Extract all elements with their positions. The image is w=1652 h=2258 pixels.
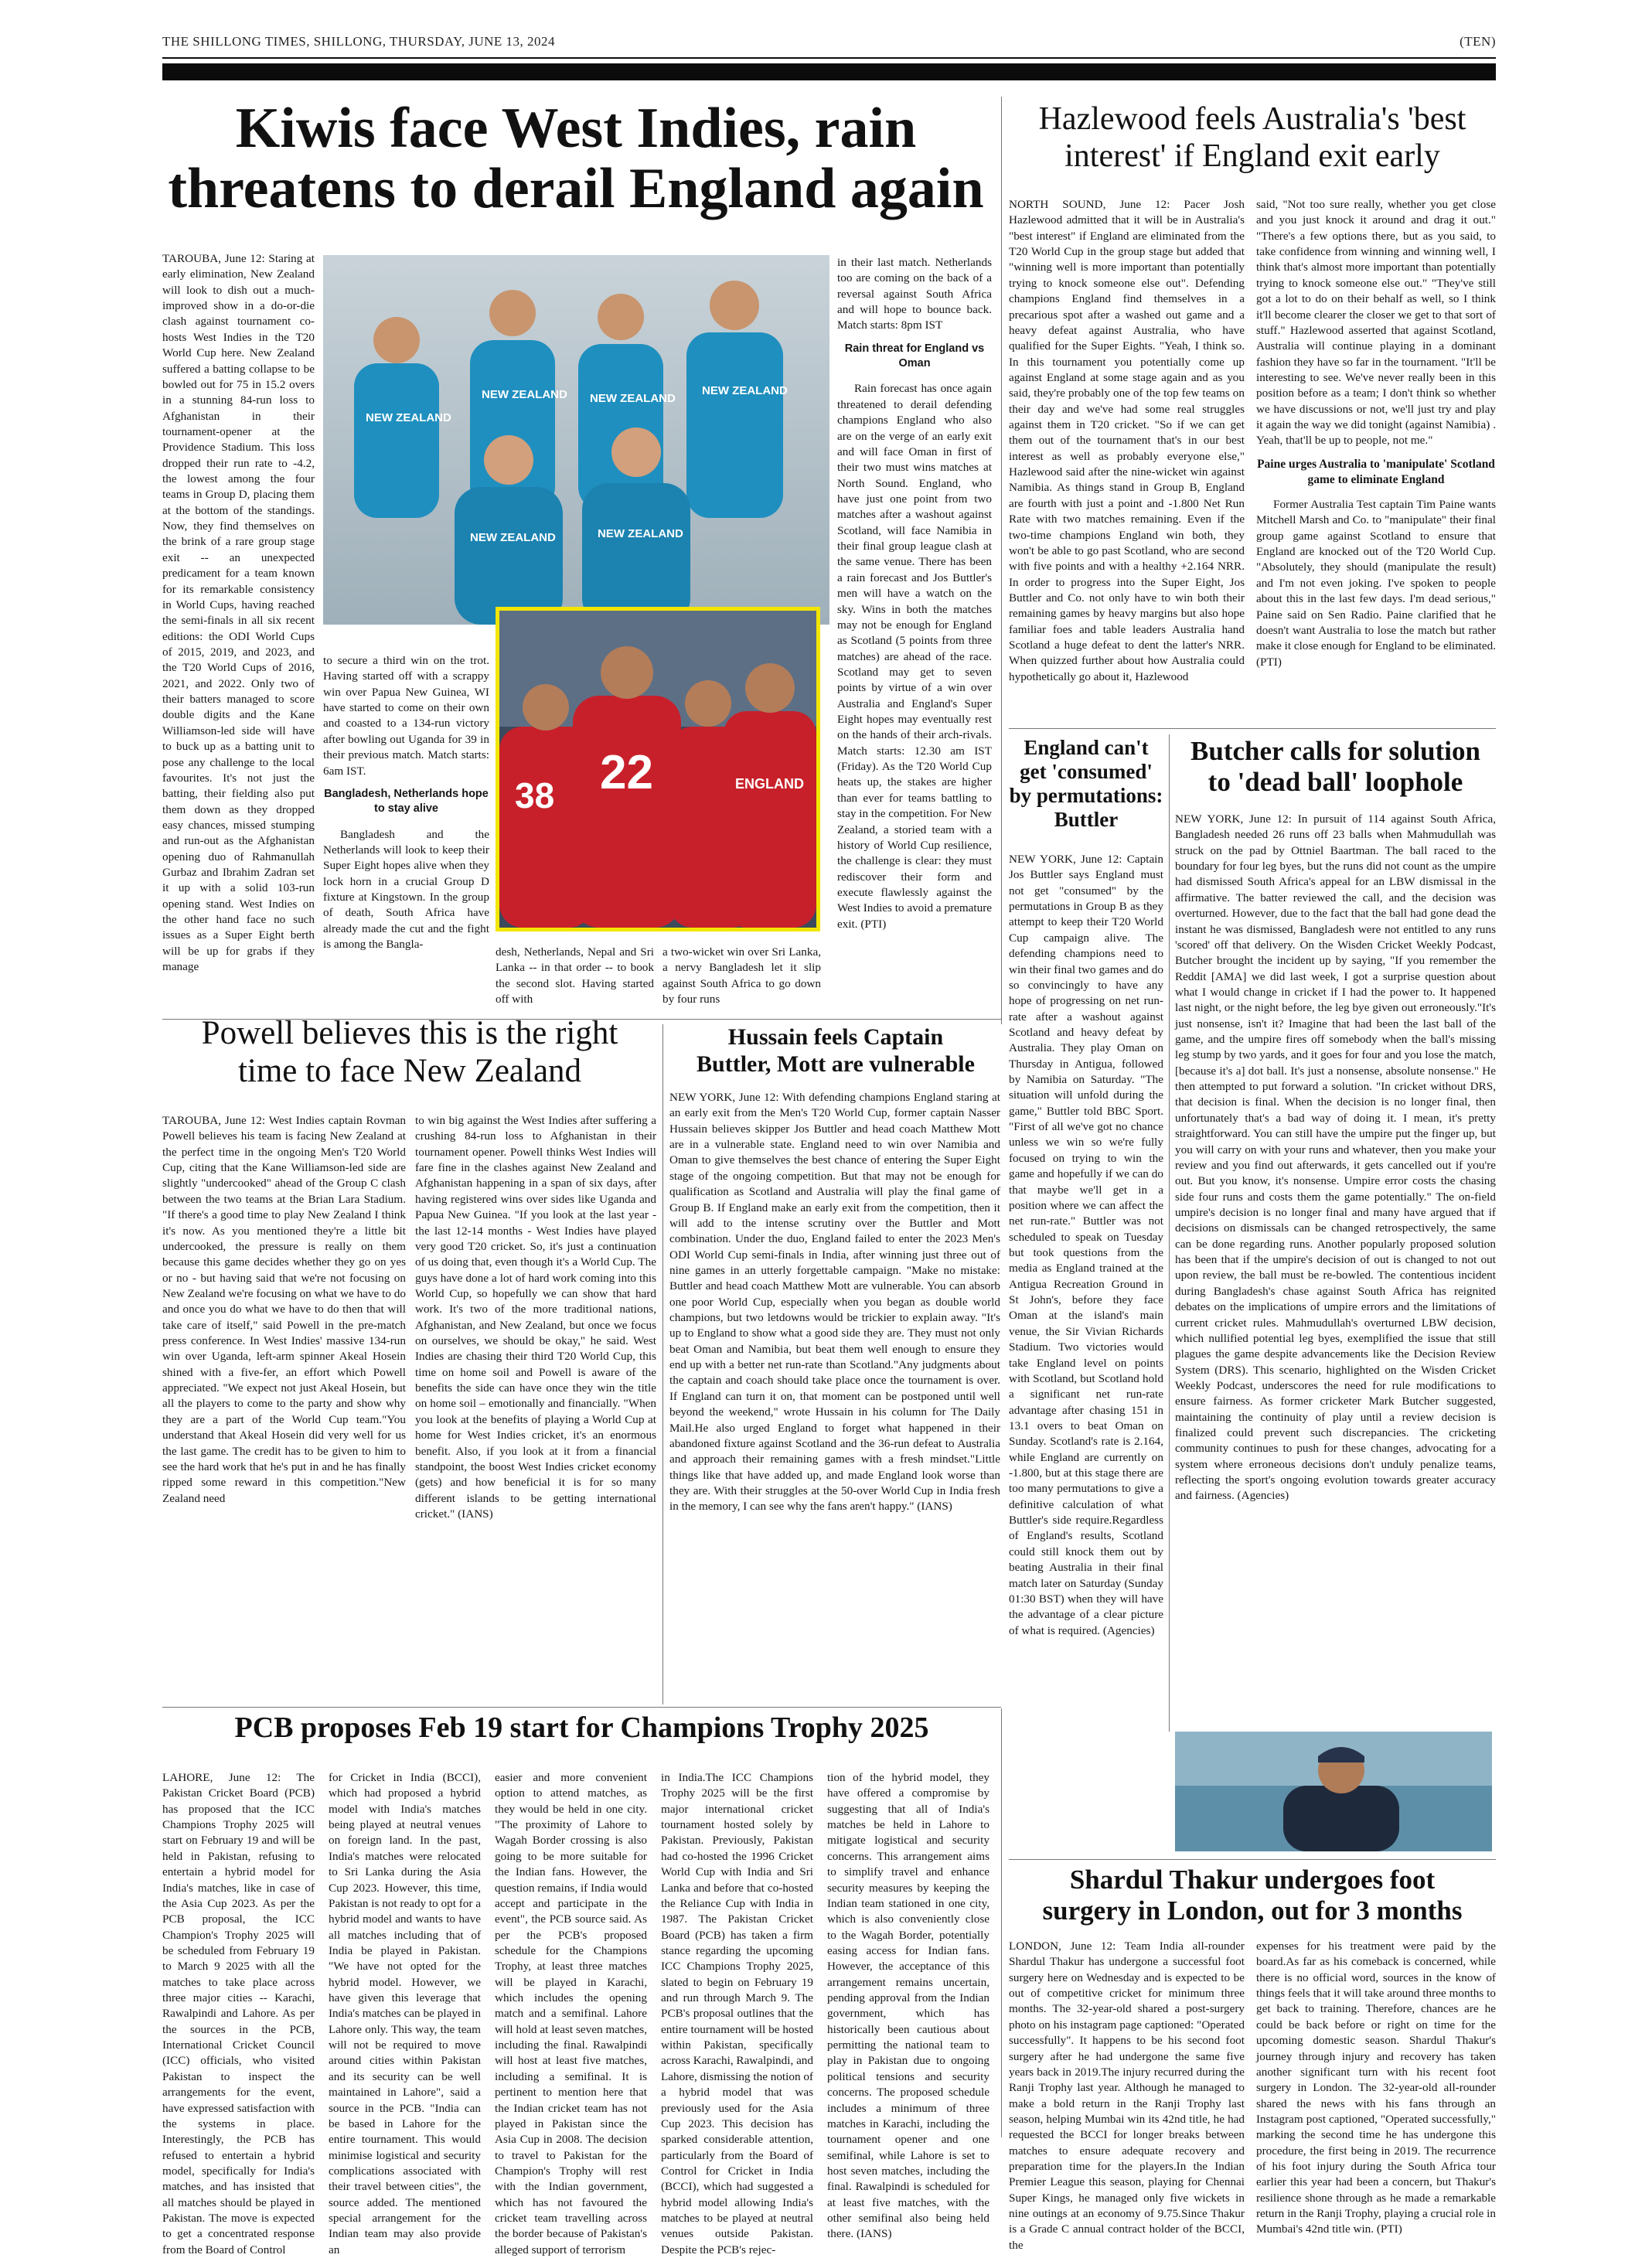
kiwis-col2b-text: Bangladesh and the Netherlands will look to keep their Super Eight hopes alive when they lock horn in a crucial Group D fixture at Kingstown. In the group of death, South Africa have already made the cut and the fight is among the Bangla- [323, 827, 489, 952]
divider-pcb-top [162, 1707, 1001, 1708]
hazlewood-headline [1009, 100, 1496, 175]
kiwis-subhead-bangladesh: Bangladesh, Netherlands hope to stay alive [324, 787, 489, 815]
pcb-column-5 [827, 1770, 989, 2241]
kiwis-column-4 [837, 255, 992, 1024]
kiwis-headline [158, 99, 993, 219]
page-folio [162, 29, 1496, 53]
kiwis-column-3 [496, 945, 654, 1022]
pcb-column-3 [495, 1770, 647, 2256]
svg-text:NEW ZEALAND: NEW ZEALAND [482, 388, 567, 401]
pcb-column-1 [162, 1770, 315, 2256]
england-team-photo [496, 607, 820, 931]
kiwis-col4b-text: Rain forecast has once again threatened to derail defending champions England who also are on the verge of an early exit and will face Oman in first of their two must wins matches at North Sound. England, who have just one point from two matches after a washout against Scotland, will face Namibia in their final group league clash at the same venue. There has been a rain forecast and Jos Buttler's men will have a watch on the sky. Wins in both the matches may not be enough for England as Scotland (5 points from three matches) are ahead of the race. Scotland may get to seven points by virtue of a win over Australia and England's Super Eight hopes may eventually rest on the hands of their arch-rivals. Match starts: 12.30 am IST (Friday). As the T20 World Cup heats up, the stakes are higher than ever for teams battling to stay in the competition. For New Zealand, a storied team with a history of World Cup resilience, the challenge is clear: they must rediscover their form and execute flawlessly against the West Indies to avoid a premature exit. (PTI) [837, 382, 992, 931]
shardul-headline-line1: Shardul Thakur undergoes foot [1069, 1865, 1436, 1895]
kiwis-headline-line2: threatens to derail England again [168, 156, 984, 220]
masthead-rule-thin [162, 57, 1496, 59]
pcb-column-2 [329, 1770, 481, 2256]
hussain-text: NEW YORK, June 12: With defending champions England staring at an early exit from the Men's T20 World Cup, former captain Nasser Hussain believes skipper Jos Buttler and head coach Matthew Mott are in a vulnerable state. England need to win over Namibia and Oman to give themselves the best chance of entering the Super Eight stage of the ongoing competition. But that may not be enough for qualification as Scotland and Australia will play the final game of Group B. If England make an early exit from the competition, then it will add to the intense scrutiny over the Buttler and Mott combination. Under the duo, England failed to enter the 2023 Men's ODI World Cup semi-finals in India, after winning just three out of nine games in an utterly forgettable campaign. "Make no mistake: Buttler and head coach Matthew Mott are vulnerable. You can absorb one poor World Cup, especially when you began as double world champions, but two letdowns would be trickier to explain away. "It's up to England to show what a good side they are. They must not only beat Oman and Namibia, but beat them well enough to ensure they end up with a better net run-rate than Scotland."Any judgments about the captain and coach should take place once the tournament is over. If England can turn it on, that moment can be postponed until well beyond the weekend," wrote Hussain in his column for The Daily Mail.He also urged England to forget what happened in their abandoned fixture against Scotland and the 36-run defeat to Australia and approach their remaining games with a fresh mindset."Little things like that have added up, and made England look worse than they are. With their struggles at the 50-over World Cup in India fresh in the memory, I can see why the fans aren't happy." (IANS) [669, 1091, 1000, 1514]
divider-shardul-top [1009, 1859, 1496, 1860]
kiwis-column-2 [323, 653, 489, 1024]
svg-text:ENGLAND: ENGLAND [735, 776, 804, 792]
pcb-col3-text: easier and more convenient option to attend matches, as they would be held in one city. "The proximity of Lahore to Wagah Border crossing is also going to be more suitable for the Indian fans. However, the question remains, if India would accept and participate in the event", the PCB source said. As per the PCB's proposed schedule for the Champions Trophy, at least three matches will be played in Karachi, which includes the opening match and a semifinal. Lahore will hold at least seven matches, including the final. Rawalpindi will host at least five matches, including a semifinal. It is pertinent to mention here that the Indian cricket team has not played in Pakistan since the Asia Cup in 2008. The decision to travel to Pakistan for the Champion's Trophy will rest with the Indian government, which has not favoured the cricket team travelling across the border because of Pakistan's alleged support of terrorism [495, 1771, 647, 2256]
pcb-col1-text: LAHORE, June 12: The Pakistan Cricket Board (PCB) has proposed that the ICC Champions Trophy 2025 will start on February 19 and will be held in Pakistan, refusing to entertain a hybrid model for India's matches, like in case of the Asia Cup 2023. As per the PCB proposal, the ICC Champion's Trophy 2025 will be scheduled from February 19 to March 9 2025 with all the matches to take place across three major cities -- Karachi, Rawalpindi and Lahore. As per the sources in the PCB, International Cricket Council (ICC) officials, who visited Pakistan to inspect the arrangements for the event, have expressed satisfaction with the systems in place. Interestingly, the PCB has refused to entertain a hybrid model, specifically for India's matches, and has insisted that all matches should be played in Pakistan. The move is expected to get a concentrated response from the Board of Control [162, 1771, 315, 2256]
svg-text:NEW ZEALAND: NEW ZEALAND [366, 411, 451, 424]
butcher-headline-line1: Butcher calls for solution [1190, 736, 1480, 766]
svg-text:22: 22 [600, 746, 653, 799]
shardul-headline [1009, 1865, 1496, 1927]
pcb-headline: PCB proposes Feb 19 start for Champions Trophy 2025 [234, 1711, 929, 1744]
shardul-photo [1175, 1732, 1492, 1851]
hussain-headline [669, 1024, 1002, 1078]
svg-text:NEW ZEALAND: NEW ZEALAND [470, 531, 556, 544]
hazlewood-column-1 [1009, 197, 1245, 731]
kiwis-headline-line1: Kiwis face West Indies, rain [235, 97, 917, 160]
pcb-column-4 [661, 1770, 813, 2256]
kiwis-col1-text: TAROUBA, June 12: Staring at early elimination, New Zealand will look to dish out a much-improved show in a do-or-die clash against tournament co-hosts West Indies in the T20 World Cup here. New Zealand suffered a batting collapse to be bowled out for 75 in 15.2 overs in a stunning 84-run loss to Afghanistan in their tournament-opener at the Providence Stadium. This loss dropped their run rate to -4.2, the lowest among the four teams in Group D, placing them at the bottom of the standings. Now, they find themselves on the brink of a rare group stage exit -- an unexpected predicament for a team known for its remarkable consistency in World Cups, having reached the semi-finals in all six recent editions: the ODI World Cups of 2015, 2019, and 2023, and the T20 World Cups of 2016, 2021, and 2022. Only two of their batters managed to score double digits and the Kane Williamson-led side will have to buck up as a batting unit to pose any challenge to the local favourites. It's not just the batting, their fielding also put them down as they dropped easy chances, missed stumping and run-out as the Afghanistan opening duo of Rahmanullah Gurbaz and Ibrahim Zadran set it up with a solid 103-run opening stand. West Indies on the other hand face no such issues as a Super Eight berth will be up for grabs if they manage [162, 252, 315, 974]
nz-team-photo [323, 255, 829, 625]
hazlewood-col2-text: said, "Not too sure really, whether you get close and you just knock it around and drag it out." "There's a few options there, but as you said, to take confidence from winning and winning well, I think that's almost more important than potentially trying to knock someone else out." "They've still got a lot to do on their behalf as well, so I think it'll become clearer the closer we get to that sort of stuff." Hazlewood asserted that against Scotland, Australia will continue playing in a dominant fashion they have so far in the tournament. "It'll be interesting to see. We've never really been in this position before as a team; I don't think so whether we have discussions or not, we'll just try and play it again the way we did tonight (against Namibia) . Yeah, that'll be up to people, not me." [1256, 198, 1496, 448]
kiwis-subhead-rain: Rain threat for England vs Oman [844, 342, 985, 370]
pcb-col4-text: in India.The ICC Champions Trophy 2025 will be the first major international cricket tournament hosted solely by Pakistan. Previously, Pakistan had co-hosted the 1996 Cricket World Cup with India and Sri Lanka and before that co-hosted the Reliance Cup with India in 1987. The Pakistan Cricket Board (PCB) has taken a firm stance regarding the upcoming ICC Champions Trophy 2025, slated to begin on February 19 and run through March 9. The PCB's proposal outlines that the entire tournament will be hosted within Pakistan, specifically across Karachi, Rawalpindi, and Lahore, dismissing the notion of a hybrid model that was previously used for the Asia Cup 2023. This decision has sparked considerable attention, particularly from the Board of Control for Cricket in India (BCCI), which had suggested a hybrid model allowing India's matches to be played at neutral venues outside Pakistan. Despite the PCB's rejec- [661, 1771, 813, 2256]
consumed-headline: England can't get 'consumed' by permutations: Buttler [1009, 736, 1163, 832]
shardul-col1-text: LONDON, June 12: Team India all-rounder Shardul Thakur has undergone a successful foot surgery here on Wednesday and is expected to be out of competitive cricket for minimum three months. The 32-year-old shared a post-surgery photo on his instagram page captioned: "Operated successfully". It happens to be his second foot surgery after he had undergone the same five years back in 2019.The injury recurred during the Ranji Trophy last year. Although he managed to make a bold return in the Ranji Trophy last season, helping Mumbai win its 42nd title, he had requested the BCCI for longer breaks between matches to ensure adequate recovery and preparation time for the players.In the Indian Premier League this season, playing for Chennai Super Kings, he managed only five wickets in nine outings at an economy of 9.75.Since Thakur is a Grade C annual contract holder of the BCCI, the [1009, 1940, 1245, 2252]
pcb-col2-text: for Cricket in India (BCCI), which had proposed a hybrid model with India's matches being played at neutral venues on foreign land. In the past, India's matches were relocated to Sri Lanka during the Asia Cup 2023. However, this time, Pakistan is not ready to opt for a hybrid model and wants to have all matches including that of India be played in Pakistan. "We have not opted for the hybrid model. However, we have given this leverage that India's matches can be played in Lahore only. This way, the team will not be required to move around cities within Pakistan and its security can be well maintained in Lahore", said a source in the PCB. "India can be based in Lahore for the entire tournament. This would minimise logistical and security complications associated with their travel between cities", the source added. The mentioned special arrangement for the Indian team may also provide an [329, 1771, 481, 2256]
shardul-column-1 [1009, 1939, 1245, 2252]
pcb-col5-text: tion of the hybrid model, they have offered a compromise by suggesting that all of India's matches be held in Lahore to mitigate logistical and security concerns. This arrangement aims to simplify travel and enhance security measures by keeping the Indian team stationed in one city, which is also conveniently close to the Wagah Border, potentially easing access for Indian fans. However, the acceptance of this arrangement remains uncertain, pending approval from the Indian government, which has historically been cautious about permitting the national team to play in Pakistan due to ongoing political tensions and security concerns. The proposed schedule includes a minimum of three matches in Karachi, including the tournament opener and one semifinal, while Lahore is set to host seven matches, including the final. Rawalpindi is scheduled for at least five matches, with the other semifinal also being held there. (IANS) [827, 1771, 989, 2241]
consumed-text: NEW YORK, June 12: Captain Jos Buttler says England must not get "consumed" by the permutations in Group B as they attempt to keep their T20 World Cup campaign alive. The defending champions need to win their final two games and do so convincingly to have any hope of progressing on net run-rate after a washout against Scotland and heavy defeat by Australia. They play Oman on Thursday in Antigua, followed by Namibia on Saturday. "The situation will unfold during the game," Buttler told BBC Sport. "First of all we've got no chance unless we win so we're fully focused on trying to win the game and hopefully if we can do that maybe we'll get in a position where we can affect the net run-rate." Buttler was not scheduled to speak on Tuesday but took questions from the media as England trained at the Antigua Recreation Ground in St John's, before they face Oman at the island's main venue, the Sir Vivian Richards Stadium. Two victories would take England level on points with Scotland, but Scotland hold a significant net run-rate advantage after chasing 151 in 13.1 overs to beat Oman on Sunday. Scotland's rate is 2.164, while England are currently on -1.800, but at this stage there are too many permutations to give a definitive calculation of what Buttler's side require.Regardless of England's results, Scotland could still knock them out by beating Australia in their final match later on Saturday (Sunday 01:30 BST) when they will have the advantage of a clear picture of what is required. (Agencies) [1009, 853, 1163, 1637]
hazlewood-subhead-paine: Paine urges Australia to 'manipulate' Scotland game to eliminate England [1257, 457, 1495, 486]
page-number: (TEN) [1460, 34, 1496, 49]
svg-text:38: 38 [515, 775, 555, 816]
kiwis-col4a-text: in their last match. Netherlands too are coming on the back of a reversal against South Africa and will hope to bounce back. Match starts: 8pm IST [837, 256, 992, 332]
masthead-rule-thick [162, 63, 1496, 80]
svg-text:NEW ZEALAND: NEW ZEALAND [702, 384, 788, 397]
butcher-headline-line2: to 'dead ball' loophole [1207, 767, 1463, 798]
hazlewood-col2b-text: Former Australia Test captain Tim Paine wants Mitchell Marsh and Co. to "manipulate" their final group game against Scotland to ensure that England are knocked out of the T20 World Cup. "Absolutely, they should (manipulate the result) and I'm not even joking. I've spoken to people about this in the last few days. I'm dead serious," Paine said on Sen Radio. Paine clarified that he doesn't want Australia to lose the match but rather make it close enough for England to be eliminated. (PTI) [1256, 498, 1496, 669]
butcher-column [1175, 812, 1496, 1732]
hussain-headline-line1: Hussain feels Captain [727, 1024, 944, 1050]
hussain-headline-line2: Buttler, Mott are vulnerable [697, 1051, 975, 1077]
svg-text:NEW ZEALAND: NEW ZEALAND [590, 392, 676, 405]
kiwis-col2-text: to secure a third win on the trot. Having started off with a scrappy win over Papua New Guinea, WI have started to come on their own and coasted to a 134-run victory after bowling out Uganda for 39 in their previous match. Match starts: 6am IST. [323, 654, 489, 778]
kiwis-column-1 [162, 251, 315, 1024]
powell-col1-text: TAROUBA, June 12: West Indies captain Rovman Powell believes his team is facing New Zealand at the perfect time in the ongoing Men's T20 World Cup, citing that the Kane Williamson-led side are slightly "undercooked" ahead of the Group C clash between the two teams at the Brian Lara Stadium. "If there's a good time to play New Zealand I think it's now. As you mentioned they're a little bit undercooked, the pressure is really on them because this game decides whether they go on yes or no - but having said that we're not focusing on New Zealand we're focusing on what we have to do and once you do what we have to do then that will take care of itself," said Powell in the pre-match press conference. In West Indies' massive 134-run win over Uganda, left-arm spinner Akeal Hosein shined with a five-fer, an effort which Powell appreciated. "We expect not just Akeal Hosein, but all the players to come to the party and show why they are a part of the World Cup team."You understand that Akeal Hosein did very well for us the last game. The credit has to be given to him to see the hard work that he's put in and he has finally ripped some reward in this competition."New Zealand need [162, 1114, 406, 1505]
shardul-headline-line2: surgery in London, out for 3 months [1042, 1895, 1463, 1926]
kiwis-column-4c [663, 945, 821, 1022]
hazlewood-col1-text: NORTH SOUND, June 12: Pacer Josh Hazlewood admitted that it will be in Australia's "best interest" if England are eliminated from the T20 World Cup in the group stage but added that "winning well is more important than potentially trying to knock someone else out". Defending champions England find themselves in a precarious spot after a washed out game and a heavy defeat against Australia, who have qualified for the Super Eights. "Yeah, I think so. In this tournament you potentially come up against England at some stage again and as you said, they're probably one of the top few teams on their day and we've had some real struggles against them in T20 cricket. "So if we can get them out of the tournament that's in our best interest as well as probably everyone else," Hazlewood said after the nine-wicket win against Namibia. As things stand in Group B, England are fourth with just a point and -1.800 Net Run Rate with two matches remaining. Even if the two-time champions England win both, they won't be able to go past Scotland, who are second with five points and with a healthy +2.164 NRR. In order to progress into the Super Eight, Jos Buttler and Co. not only have to win both their remaining games by heavy margins but also hope familiar foes and table leaders Australia hand Scotland a huge defeat to dent the latter's NRR. When quizzed further about how Australia could hypothetically go about it, Hazlewood [1009, 198, 1245, 683]
kiwis-col4c-text: a two-wicket win over Sri Lanka, a nervy Bangladesh let it slip against South Africa to go down by four runs [663, 945, 821, 1006]
shardul-col2-text: expenses for his treatment were paid by the board.As far as his comeback is concerned, while there is no official word, sources in the know of things feels that it will take around three months to get back to training. Therefore, chances are he could be back before or right on time for the upcoming domestic season. Shardul Thakur's journey through injury and recovery has taken another significant turn with his recent foot surgery in London. The 32-year-old all-rounder shared the news with his fans through an Instagram post captioned, "Operated successfully," marking the second time he has undergone this procedure, the first being in 2019. The recurrence of his foot injury during the South Africa tour earlier this year had been a concern, but Thakur's resilience shone through as he made a remarkable return in the Ranji Trophy, playing a crucial role in Mumbai's 42nd title win. (PTI) [1256, 1940, 1496, 2236]
divider-pcb-right [1001, 1708, 1002, 2137]
svg-text:NEW ZEALAND: NEW ZEALAND [598, 527, 683, 540]
butcher-headline [1175, 736, 1496, 799]
hazlewood-column-2 [1256, 197, 1496, 731]
divider-hazlewood-bottom [1009, 728, 1496, 729]
powell-column-2 [415, 1113, 656, 1702]
shardul-column-2 [1256, 1939, 1496, 2236]
butcher-text: NEW YORK, June 12: In pursuit of 114 against South Africa, Bangladesh needed 26 runs off 23 balls when Mahmudullah was struck on the pad by Ottniel Baartman. The ball raced to the boundary for four leg byes, but the runs did not count as the umpire had dismissed South Africa's appeal for an LBW dismissal in the affirmative. The batter reviewed the call, and the decision was overturned. However, due to the fact that the ball had gone dead the instant he was dismissed, Bangladesh were not entitled to any runs 'scored' off that delivery. On the Wisden Cricket Weekly Podcast, Butcher brought the incident up by saying, "If you remember the Reddit [AMA] we did last week, I got a surprise question about what I would change in cricket if I had the power to. It happened last night, or the night before, the leg bye given out erroneously."It's just nonsense, isn't it? Imagine that had been the last ball of the game, and the umpire fires off somebody when the ball's missing leg stump by two yards, and it goes for four and you lose the match, [because it's a] dot ball. It's just a nonsense, absolute nonsense." He then attempted to put forward a solution. "In cricket without DRS, that decision is final. When the decision is no longer final, then unfortunately that's a bad way of doing it. I mean, it's pretty straightforward. You can still have the umpire put the finger up, but you will carry on with your runs and whatever, then you make your review and you find out afterwards, it gets cancelled out if you're out. But you know, it's nonsense. Umpire error costs the chasing side four runs and costs them the game potentially." The on-field umpire's decision is no longer final and many have argued that if decisions on dismissals can be changed retrospectively, the same can be done regarding runs. Another popularly proposed solution has been that if the umpire's decision of out is changed to not out upon review, the ball must be re-bowled. The contentious incident during Bangladesh's chase against South Africa has reignited debates on the implications of umpire errors and the limitations of current cricket rules. Mahmudullah's overturned LBW decision, which nullified potential leg byes, exemplified the issue that still plagues the game despite advancements like the Decision Review System (DRS). This scenario, highlighted on the Wisden Cricket Weekly Podcast, underscores the need for rule modifications to ensure fairness. As former cricketer Mark Butcher suggested, maintaining the continuity of play until a review decision is finalized could prevent such discrepancies. The cricketing community continues to push for these changes, advocating for a system where erroneous decisions don't unduly penalize teams, reflecting the sport's ongoing evolution towards greater accuracy and fairness. (Agencies) [1175, 812, 1496, 1503]
kiwis-col3-text: desh, Netherlands, Nepal and Sri Lanka -- in that order -- to book the second slot. Having started off with [496, 945, 654, 1006]
hazlewood-headline-line2: interest' if England exit early [1064, 138, 1440, 175]
powell-headline-line2: time to face New Zealand [237, 1053, 582, 1090]
consumed-column [1009, 852, 1163, 1725]
divider-kiwis-right [1001, 97, 1002, 1024]
folio-text: THE SHILLONG TIMES, SHILLONG, THURSDAY, JUNE 13, 2024 [162, 34, 556, 49]
powell-col2-text: to win big against the West Indies after suffering a crushing 84-run loss to Afghanistan in their tournament opener. Powell thinks West Indies will fare fine in the clashes against New Zealand and Afghanistan happening in a span of six days, after having registered wins over sides like Uganda and Papua New Guinea. "If you look at the last year - the last 12-14 months - West Indies have played very good T20 cricket. So, it's just a continuation of us doing that, even though it's a World Cup. The guys have done a lot of hard work coming into this World Cup, so hopefully we can show that hard work. It's two of the more traditional nations, Afghanistan, and New Zealand, but once we focus on ourselves, we should be okay," he said. West Indies are chasing their third T20 World Cup, this time on home soil and Powell is aware of the benefits the side can have once they win the title on home soil – emotionally and financially. "When you look at the benefits of playing a World Cup at home for West Indies cricket, it's an enormous benefit. Also, if you look at it from a financial standpoint, the boost West Indies cricket economy (gets) and how beneficial it is for so many different islands to be getting international cricket." (IANS) [415, 1114, 656, 1521]
powell-column-1 [162, 1113, 406, 1702]
hussain-column [669, 1090, 1000, 1702]
powell-headline [162, 1014, 657, 1091]
hazlewood-headline-line1: Hazlewood feels Australia's 'best [1038, 101, 1466, 137]
powell-headline-line1: Powell believes this is the right [201, 1015, 618, 1051]
divider-consumed-right [1169, 734, 1170, 1732]
